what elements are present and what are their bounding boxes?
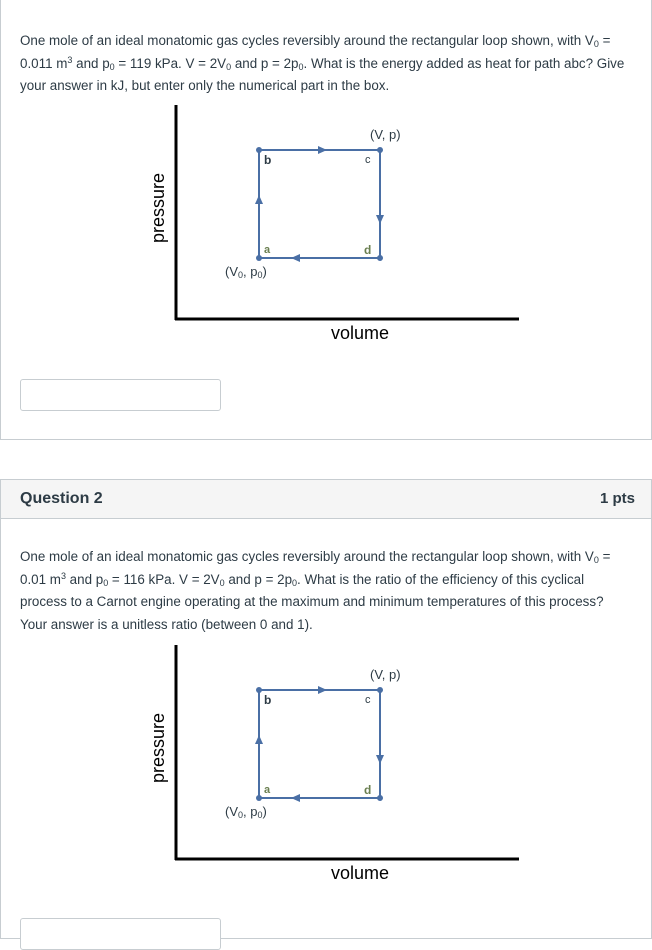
arrow-right-icon [318,686,327,694]
corner-label-a: a [264,244,271,256]
question-text-part: . What is the energy added as heat for path abc? Give your answer in kJ, but enter only the numerical part in the box. [20,55,625,93]
point-label-vp: (V, p) [370,667,401,682]
question-text-part: = 119 kPa. V = 2V [114,55,227,71]
question-text-part: and p = 2p [224,571,293,587]
y-axis-label: pressure [148,172,168,244]
corner-label-b: b [264,153,272,167]
point-label-v0p0: (V0, p0) [225,804,267,820]
question-text-part: One mole of an ideal monatomic gas cycles reversibly around the rectangular loop shown, with V [20,33,594,48]
arrow-up-icon [255,195,263,204]
subscript: 0 [593,39,599,49]
point-b [256,687,262,693]
superscript: 3 [60,570,66,581]
question-points: 1 pts [599,490,635,507]
subscript: 0 [298,61,304,72]
corner-label-c: c [365,694,371,706]
answer-input[interactable] [20,379,221,411]
answer-input[interactable] [20,918,221,950]
point-d [377,255,383,261]
arrow-up-icon [255,735,263,744]
subscript: 0 [593,555,599,565]
question-text-part: and p [65,571,104,587]
point-a [256,255,262,261]
arrow-left-icon [291,794,300,802]
arrow-right-icon [318,146,327,154]
pv-diagram [1,640,652,880]
arrow-down-icon [376,755,384,764]
point-b [256,147,262,153]
subscript: 0 [292,577,298,588]
subscript: 0 [103,577,109,588]
subscript: 0 [219,577,225,588]
point-label-vp: (V, p) [370,127,401,142]
question-text-part: and p = 2p [231,55,299,71]
question-2-card [0,479,652,939]
point-a [256,795,262,801]
x-axis-label: volume [330,863,390,880]
question-text-part: = 116 kPa. V = 2V [108,571,220,587]
superscript: 3 [67,54,73,65]
corner-label-c: c [365,154,371,166]
subscript: 0 [109,61,115,72]
question-text-part: = 0.01 m [20,549,611,587]
corner-label-b: b [264,693,272,707]
point-c [377,687,383,693]
question-1-card [0,0,652,440]
arrow-down-icon [376,215,384,224]
x-axis-label: volume [330,323,390,340]
point-label-v0p0: (V0, p0) [225,264,267,280]
question-title: Question 2 [20,490,103,507]
subscript: 0 [226,61,232,72]
corner-label-d: d [364,243,372,257]
corner-label-a: a [264,784,271,796]
question-header [1,480,651,519]
arrow-left-icon [291,254,300,262]
question-text-part: One mole of an ideal monatomic gas cycles reversibly around the rectangular loop shown, with V [20,549,594,564]
pv-diagram [1,100,652,340]
y-axis-label: pressure [148,712,168,784]
question-text-part: = 0.011 m [20,33,611,71]
question-text-part: . What is the ratio of the efficiency of this cyclical process to a Carnot engine operating at the maximum and minimum temperatures of this process? Your answer is a unitless ratio (between 0 and 1). [20,571,604,632]
point-d [377,795,383,801]
question-text-part: and p [72,55,110,71]
point-c [377,147,383,153]
question-text [20,30,634,98]
corner-label-d: d [364,783,372,797]
question-text [20,546,634,636]
